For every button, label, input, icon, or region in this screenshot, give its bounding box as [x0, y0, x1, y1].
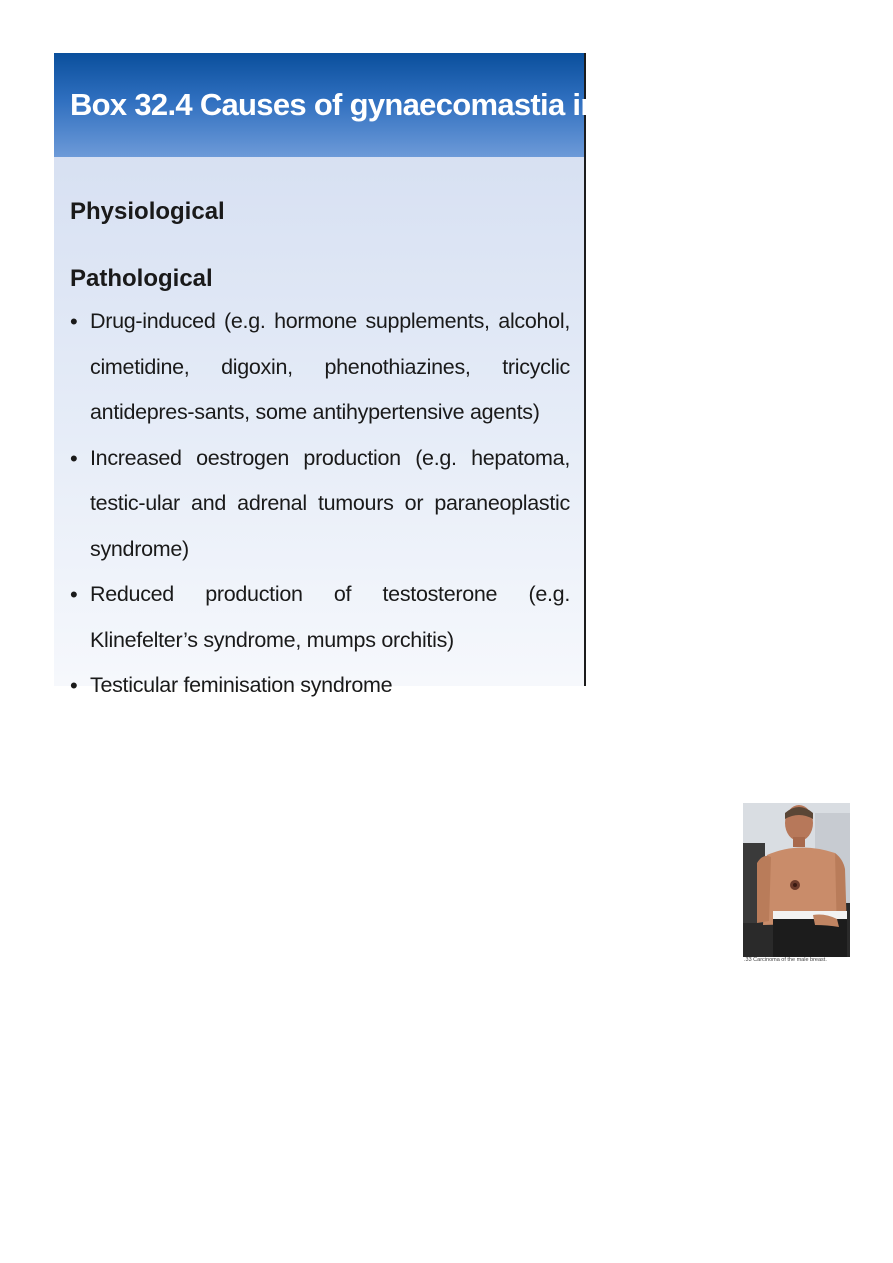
figure-caption: .33 Carcinoma of the male breast.: [744, 957, 827, 963]
list-item: • Increased oestrogen production (e.g. hepatoma, testic-ular and adrenal tumours or paraneoplastic syndrome): [70, 436, 570, 573]
box-title: Box 32.4 Causes of gynaecomastia in males: [70, 87, 691, 122]
section-heading-pathological: Pathological: [70, 265, 213, 292]
list-item: • Drug-induced (e.g. hormone supplements, alcohol, cimetidine, digoxin, phenothiazines, tricyclic antidepres-sants, some antihypertensive agents): [70, 299, 570, 436]
patient-photo-image: [743, 803, 850, 957]
box-header: [54, 53, 691, 157]
list-item: • Reduced production of testosterone (e.g. Klinefelter’s syndrome, mumps orchitis): [70, 572, 570, 663]
clinical-photo: [743, 803, 850, 957]
pathological-list: [70, 299, 570, 709]
box-body: [54, 157, 584, 709]
list-item: • Testicular feminisation syndrome: [70, 663, 570, 709]
section-heading-physiological: Physiological: [70, 198, 225, 225]
info-box: [54, 53, 691, 697]
